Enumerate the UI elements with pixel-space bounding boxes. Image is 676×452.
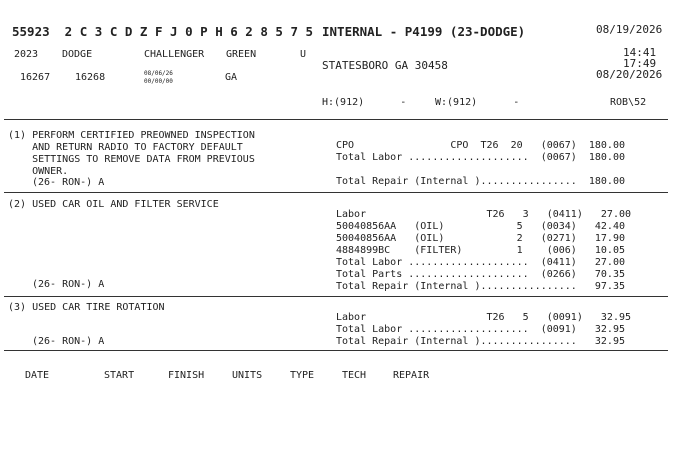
job-lines [336, 209, 631, 293]
job-lines [336, 312, 631, 348]
job-line: Labor T26 5 (0091) 32.95 [336, 312, 632, 323]
vehicle-color: GREEN [226, 49, 257, 60]
column-start: START [104, 370, 135, 381]
job-code: (26- RON-) A [32, 177, 105, 188]
separator [4, 192, 668, 193]
vehicle-code: U [300, 49, 307, 60]
job-lines [336, 140, 625, 188]
vehicle-year: 2023 [14, 49, 39, 60]
job-line: Total Labor .................... (0411) 27.00 [336, 257, 625, 268]
state: GA [225, 72, 238, 83]
customer-city: STATESBORO GA 30458 [322, 59, 448, 72]
time-in: 14:41 [623, 46, 657, 59]
column-type: TYPE [290, 370, 315, 381]
job-code: (26- RON-) A [32, 336, 105, 347]
column-units: UNITS [232, 370, 263, 381]
job-line: Total Labor .................... (0091) 32.95 [336, 324, 625, 335]
separator [4, 119, 668, 120]
small-date-2: 00/00/00 [144, 78, 173, 85]
ro-vin-line: 55923 2 C 3 C D Z F J 0 P H 6 2 8 5 7 5 [12, 24, 314, 39]
home-phone: H:(912) - [322, 97, 407, 108]
separator [4, 296, 668, 297]
job-line: Total Repair (Internal )................ 32.95 [336, 336, 625, 347]
job-line: Total Repair (Internal )................ 97.35 [336, 281, 625, 292]
job-description: (3) USED CAR TIRE ROTATION [8, 302, 165, 313]
job-line: CPO CPO T26 20 (0067) 180.00 [336, 140, 625, 151]
separator [4, 350, 668, 351]
job-line: Total Repair (Internal )................ 180.00 [336, 176, 625, 187]
mileage-out: 16268 [75, 72, 106, 83]
column-tech: TECH [342, 370, 367, 381]
mileage-in: 16267 [20, 72, 51, 83]
job-line: 50040856AA (OIL) 2 (0271) 17.90 [336, 233, 625, 244]
job-line: Total Parts .................... (0266) 70.35 [336, 269, 625, 280]
service-advisor: ROB\52 [610, 97, 647, 108]
vehicle-model: CHALLENGER [144, 49, 205, 60]
work-phone: W:(912) - [435, 97, 520, 108]
job-line [336, 164, 625, 176]
job-line: Total Labor .................... (0067) 180.00 [336, 152, 625, 163]
date-out: 08/20/2026 [596, 68, 663, 81]
job-line: 4884899BC (FILTER) 1 (006) 10.05 [336, 245, 625, 256]
column-finish: FINISH [168, 370, 205, 381]
job-description: (2) USED CAR OIL AND FILTER SERVICE [8, 199, 219, 210]
job-line: 50040856AA (OIL) 5 (0034) 42.40 [336, 221, 625, 232]
column-repair: REPAIR [393, 370, 430, 381]
ro-type-title: INTERNAL - P4199 (23-DODGE) [322, 24, 526, 39]
job-description: (1) PERFORM CERTIFIED PREOWNED INSPECTION AND RETURN RADIO TO FACTORY DEFAULT SETTINGS TO REMOVE DATA FROM PREVIOUS OWNER. [8, 130, 255, 177]
time-out: 17:49 [623, 57, 657, 70]
job-code: (26- RON-) A [32, 279, 105, 290]
small-date-1: 08/06/26 [144, 70, 173, 77]
date-top: 08/19/2026 [596, 23, 663, 36]
job-line: Labor T26 3 (0411) 27.00 [336, 209, 632, 220]
column-date: DATE [25, 370, 50, 381]
vehicle-make: DODGE [62, 49, 93, 60]
